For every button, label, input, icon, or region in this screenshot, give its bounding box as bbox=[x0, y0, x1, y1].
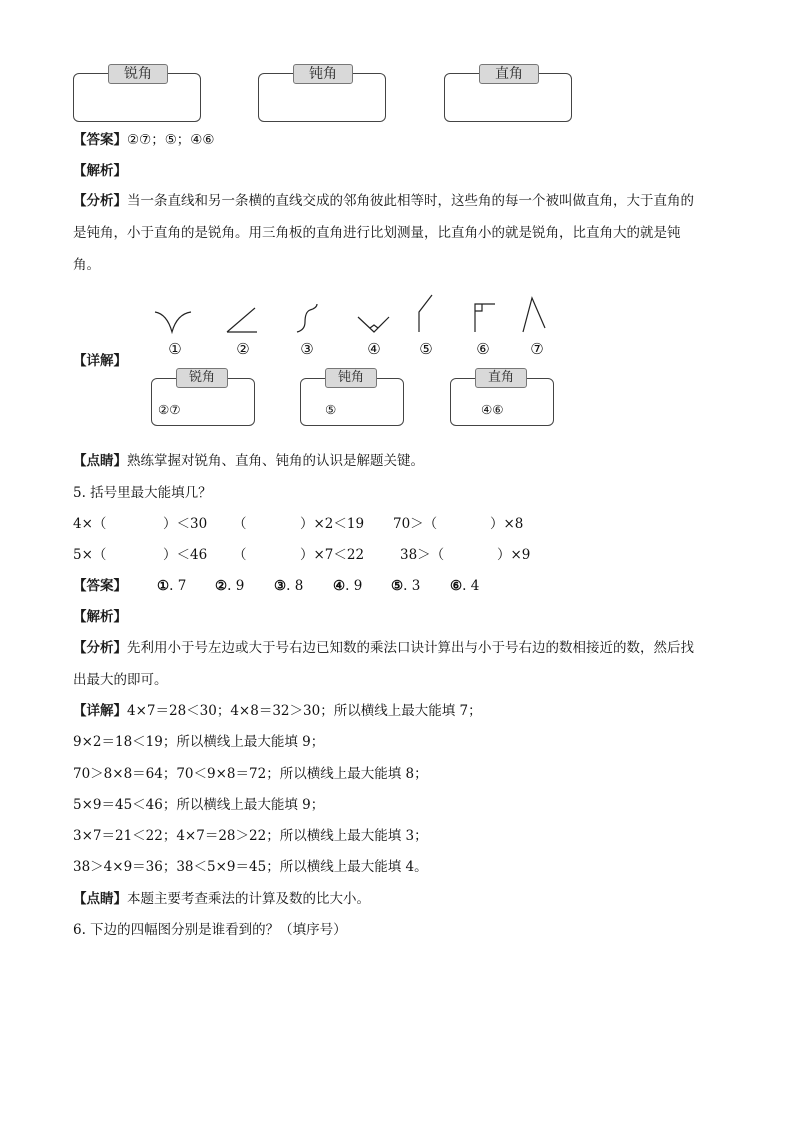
q5-dianjing-tag: 【点睛】 bbox=[73, 891, 127, 907]
q5-title: 5. 括号里最大能填几？ bbox=[73, 485, 212, 501]
right-box-top-label: 直角 bbox=[479, 64, 539, 84]
figure-number-4: ④ bbox=[367, 340, 381, 358]
q5-row1-part6: ）×8 bbox=[490, 516, 524, 532]
q5-row2-part6: ）×9 bbox=[497, 547, 531, 563]
q5-detail-line2: 9×2＝18＜19；所以横线上最大能填 9； bbox=[73, 734, 325, 750]
q5-row2-part5: 38＞（ bbox=[400, 547, 445, 563]
analysis-tag: 【解析】 bbox=[73, 163, 127, 179]
detail-text-1: 4×7＝28＜30；4×8＝32＞30；所以横线上最大能填 7； bbox=[127, 703, 482, 719]
q5-row2 bbox=[0, 545, 794, 565]
acute-result-content: ②⑦ bbox=[158, 402, 181, 417]
fenxi-text: 当一条直线和另一条横的直线交成的邻角彼此相等时，这些角的每一个被叫做直角，大于直角的 bbox=[127, 193, 694, 209]
angle-figure-2 bbox=[227, 308, 257, 332]
q4-fenxi-line1 bbox=[73, 191, 694, 211]
answer-mark-3: ③ bbox=[274, 578, 287, 594]
answer-value-2: . 9 bbox=[227, 578, 245, 594]
q5-answer-line bbox=[0, 576, 794, 596]
q5-answer-6 bbox=[450, 576, 479, 596]
q5-detail-line3: 70＞8×8＝64；70＜9×8＝72；所以横线上最大能填 8； bbox=[73, 766, 428, 782]
q5-detail-line5: 3×7＝21＜22；4×7＝28＞22；所以横线上最大能填 3； bbox=[73, 828, 428, 844]
q5-row1-part1: 4×（ bbox=[73, 516, 107, 532]
right-result-label: 直角 bbox=[475, 368, 527, 388]
answer-mark-6: ⑥ bbox=[450, 578, 463, 594]
angle-figure-6 bbox=[475, 304, 495, 332]
answer-value-1: . 7 bbox=[169, 578, 187, 594]
q5-row1-part5: 70＞（ bbox=[393, 516, 438, 532]
q5-answer-1 bbox=[157, 576, 186, 596]
q5-analysis-tag: 【解析】 bbox=[73, 609, 127, 625]
obtuse-result-content: ⑤ bbox=[325, 402, 337, 417]
answer-value-5: . 3 bbox=[403, 578, 421, 594]
acute-box-top-label: 锐角 bbox=[108, 64, 168, 84]
answer-tag: 【答案】 bbox=[73, 132, 127, 148]
right-result-content: ④⑥ bbox=[481, 402, 504, 417]
q5-detail-line1 bbox=[73, 701, 482, 721]
dianjing-tag: 【点睛】 bbox=[73, 453, 127, 469]
answer-mark-1: ① bbox=[157, 578, 170, 594]
figure-number-2: ② bbox=[236, 340, 250, 358]
q5-fenxi-line1 bbox=[73, 638, 694, 658]
q5-answer-3 bbox=[274, 576, 303, 596]
q5-answer-5 bbox=[391, 576, 420, 596]
detail-tag: 【详解】 bbox=[73, 353, 127, 369]
q5-detail-line6: 38＞4×9＝36；38＜5×9＝45；所以横线上最大能填 4。 bbox=[73, 859, 428, 875]
angle-figure-1 bbox=[155, 312, 191, 332]
figure-number-3: ③ bbox=[300, 340, 314, 358]
angle-figures bbox=[145, 290, 565, 340]
q5-dianjing-text: 本题主要考查乘法的计算及数的比大小。 bbox=[127, 891, 370, 907]
q4-dianjing bbox=[73, 451, 424, 471]
angle-figure-4 bbox=[358, 317, 389, 332]
q4-fenxi-line2: 是钝角，小于直角的是锐角。用三角板的直角进行比划测量，比直角小的就是锐角，比直角大的就是钝 bbox=[73, 225, 681, 241]
fenxi-tag: 【分析】 bbox=[73, 193, 127, 209]
q5-dianjing bbox=[73, 889, 370, 909]
answer-mark-5: ⑤ bbox=[391, 578, 404, 594]
q4-fenxi-line3: 角。 bbox=[73, 257, 100, 273]
q5-answer-4 bbox=[333, 576, 362, 596]
dianjing-text: 熟练掌握对锐角、直角、钝角的认识是解题关键。 bbox=[127, 453, 424, 469]
obtuse-box-top-label: 钝角 bbox=[293, 64, 353, 84]
q5-row2-part1: 5×（ bbox=[73, 547, 107, 563]
obtuse-result-label: 钝角 bbox=[325, 368, 377, 388]
q5-detail-tag: 【详解】 bbox=[73, 703, 127, 719]
q5-row2-part3: （ bbox=[233, 547, 247, 563]
q5-answer-tag: 【答案】 bbox=[73, 578, 127, 594]
angle-figure-3 bbox=[297, 304, 317, 332]
q6-title: 6. 下边的四幅图分别是谁看到的？（填序号） bbox=[73, 922, 347, 938]
q5-fenxi-tag: 【分析】 bbox=[73, 640, 127, 656]
answer-value-4: . 9 bbox=[345, 578, 363, 594]
q5-row1-part2: ）＜30 bbox=[163, 516, 208, 532]
figure-number-7: ⑦ bbox=[530, 340, 544, 358]
q5-row1-part3: （ bbox=[233, 516, 247, 532]
q5-row2-part4: ）×7＜22 bbox=[300, 547, 365, 563]
figure-number-6: ⑥ bbox=[476, 340, 490, 358]
answer-text: ②⑦；⑤；④⑥ bbox=[127, 132, 215, 148]
answer-mark-2: ② bbox=[215, 578, 228, 594]
q5-answer-2 bbox=[215, 576, 244, 596]
angle-figure-5 bbox=[419, 295, 432, 332]
q5-detail-line4: 5×9＝45＜46；所以横线上最大能填 9； bbox=[73, 797, 325, 813]
figure-number-1: ① bbox=[168, 340, 182, 358]
answer-mark-4: ④ bbox=[333, 578, 346, 594]
q4-answer-line bbox=[73, 130, 215, 150]
q5-fenxi-text: 先利用小于号左边或大于号右边已知数的乘法口诀计算出与小于号右边的数相接近的数，然后找 bbox=[127, 640, 694, 656]
answer-value-3: . 8 bbox=[286, 578, 304, 594]
q5-row1 bbox=[0, 514, 794, 534]
answer-value-6: . 4 bbox=[462, 578, 480, 594]
q5-row1-part4: ）×2＜19 bbox=[300, 516, 365, 532]
figure-number-5: ⑤ bbox=[419, 340, 433, 358]
angle-figure-7 bbox=[523, 298, 545, 332]
q5-fenxi-line2: 出最大的即可。 bbox=[73, 672, 168, 688]
q5-row2-part2: ）＜46 bbox=[163, 547, 208, 563]
acute-result-label: 锐角 bbox=[176, 368, 228, 388]
